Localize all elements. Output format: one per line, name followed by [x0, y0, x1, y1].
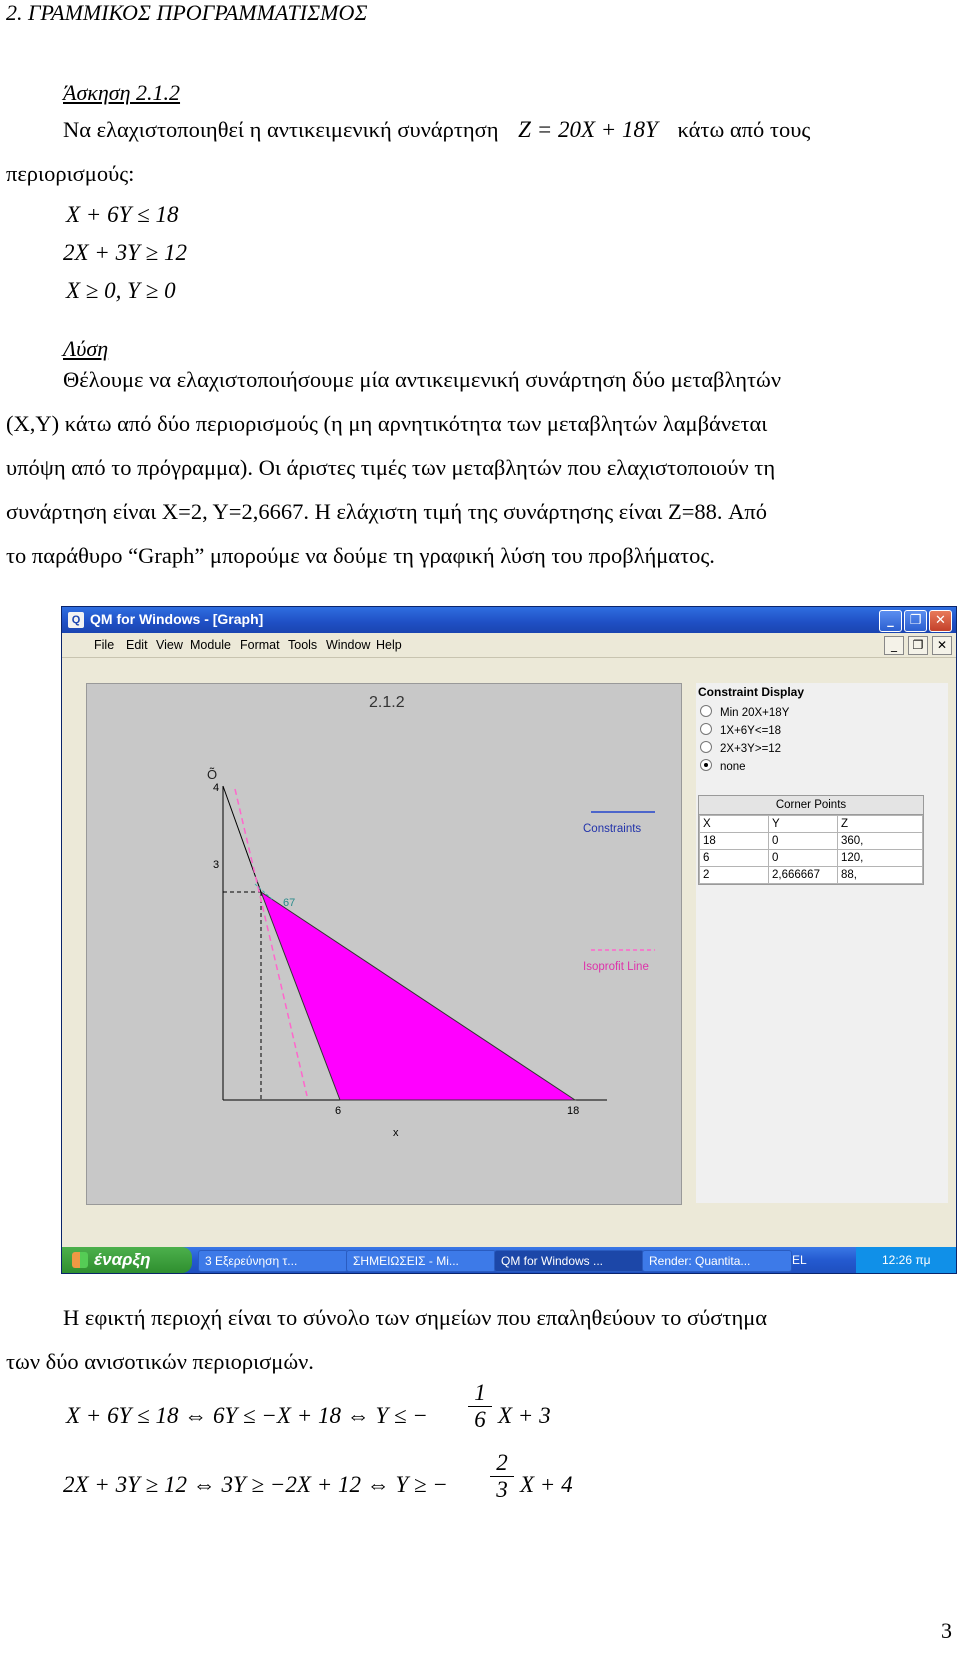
constraint-3: X ≥ 0, Y ≥ 0	[66, 278, 176, 303]
menu-format[interactable]: Format	[240, 638, 280, 652]
after-line-1: Η εφικτή περιοχή είναι το σύνολο των σημείων που επαληθεύουν το σύστημα	[63, 1305, 768, 1330]
radio-objective[interactable]	[700, 705, 789, 719]
graph-panel	[86, 683, 682, 1205]
header-y: Y	[769, 816, 838, 833]
solution-line-3: υπόψη από το πρόγραμμα). Οι άριστες τιμές των μεταβλητών που ελαχιστοποιούν τη	[6, 455, 776, 480]
menu-tools[interactable]: Tools	[288, 638, 318, 652]
graph-title: 2.1.2	[369, 694, 405, 711]
radio-constraint-1[interactable]	[700, 723, 781, 737]
menu-view[interactable]: View	[156, 638, 183, 652]
table-row	[700, 867, 923, 884]
equation-2-fraction	[490, 1450, 514, 1503]
y-axis-label: Õ	[207, 767, 218, 782]
feasible-region	[261, 892, 575, 1100]
system-tray	[856, 1247, 956, 1273]
constraint-2: 2X + 3Y ≥ 12	[63, 240, 187, 265]
menu-file[interactable]: File	[94, 638, 115, 652]
solution-line-1: Θέλουμε να ελαχιστοποιήσουμε μία αντικειμενική συνάρτηση δύο μεταβλητών	[63, 367, 782, 392]
radio-icon	[700, 741, 712, 753]
header-z: Z	[838, 816, 923, 833]
eq1-denominator: 6	[468, 1406, 492, 1433]
corner-points-table	[698, 795, 924, 885]
radio-constraint-2[interactable]	[700, 741, 781, 755]
cell: 0	[769, 833, 838, 850]
task-word[interactable]: ΣΗΜΕΙΩΣΕΙΣ - Mi...	[346, 1250, 496, 1272]
task-qm[interactable]: QM for Windows ...	[494, 1250, 644, 1272]
chapter-header: 2. ΓΡΑΜΜΙΚΟΣ ΠΡΟΓΡΑΜΜΑΤΙΣΜΟΣ	[6, 0, 368, 25]
table-row	[700, 833, 923, 850]
corner-points-caption: Corner Points	[699, 796, 923, 815]
window-title: QM for Windows - [Graph]	[90, 611, 264, 627]
after-line-2: των δύο ανισοτικών περιορισμών.	[6, 1349, 314, 1374]
page-number: 3	[941, 1618, 952, 1643]
constraint-display-title: Constraint Display	[698, 685, 805, 699]
radio-selected-icon	[700, 759, 712, 771]
x-tick-18: 18	[567, 1105, 580, 1117]
solution-line-4: συνάρτηση είναι X=2, Y=2,6667. Η ελάχιστη τιμή της συνάρτησης είναι Z=88. Από	[6, 499, 767, 524]
mdi-restore-icon[interactable]: ❐	[908, 636, 928, 655]
cell: 0	[769, 850, 838, 867]
radio-icon	[700, 723, 712, 735]
equation-2-left: 2X + 3Y ≥ 12 ⇔ 3Y ≥ −2X + 12 ⇔ Y ≥ −	[63, 1472, 448, 1497]
radio-label: 2X+3Y>=12	[720, 743, 782, 755]
eq2-numerator: 2	[496, 1450, 508, 1475]
task-render[interactable]: Render: Quantita...	[642, 1250, 792, 1272]
legend-constraints: Constraints	[583, 823, 642, 835]
app-icon: Q	[68, 612, 84, 628]
y-tick-4: 4	[213, 782, 220, 794]
equation-1-left: X + 6Y ≤ 18 ⇔ 6Y ≤ −X + 18 ⇔ Y ≤ −	[66, 1403, 428, 1428]
optimum-label: 67	[283, 897, 296, 909]
y-tick-3: 3	[213, 859, 220, 871]
qm-window-screenshot	[61, 606, 957, 1274]
windows-logo-icon	[72, 1252, 88, 1268]
lp-graph	[87, 684, 681, 1204]
intro-after: κάτω από τους	[677, 117, 811, 142]
header-x: X	[700, 816, 769, 833]
solution-line-5: το παράθυρο “Graph” μπορούμε να δούμε τη γραφική λύση του προβλήματος.	[6, 543, 715, 568]
start-button[interactable]	[62, 1247, 192, 1273]
radio-label: 1X+6Y<=18	[720, 725, 782, 737]
language-indicator[interactable]: EL	[792, 1253, 807, 1267]
intro-line-2: περιορισμούς:	[6, 161, 135, 186]
objective-function: Z = 20X + 18Y	[518, 117, 658, 142]
solution-line-2: (X,Y) κάτω από δύο περιορισμούς (η μη αρνητικότητα των μεταβλητών λαμβάνεται	[6, 411, 768, 436]
start-label: έναρξη	[94, 1250, 151, 1269]
x-tick-6: 6	[335, 1105, 342, 1117]
radio-none[interactable]	[700, 759, 746, 773]
x-axis-label: x	[393, 1127, 399, 1139]
minimize-icon[interactable]: _	[879, 610, 902, 632]
menu-module[interactable]: Module	[190, 638, 231, 652]
cell: 6	[700, 850, 769, 867]
mdi-minimize-icon[interactable]: _	[884, 636, 904, 655]
menu-help[interactable]: Help	[376, 638, 402, 652]
task-explorer[interactable]: 3 Εξερεύνηση τ...	[198, 1250, 348, 1272]
exercise-title: Άσκηση 2.1.2	[63, 80, 181, 105]
cell: 18	[700, 833, 769, 850]
side-panel	[696, 683, 948, 1203]
clock[interactable]: 12:26 πμ	[882, 1253, 931, 1267]
radio-label: none	[720, 761, 746, 773]
table-header-row	[700, 816, 923, 833]
radio-icon	[700, 705, 712, 717]
equation-1-fraction	[468, 1380, 492, 1433]
table-row	[700, 850, 923, 867]
mdi-close-icon[interactable]: ✕	[932, 636, 952, 655]
equation-2-right: X + 4	[520, 1472, 573, 1497]
eq1-numerator: 1	[474, 1380, 486, 1405]
maximize-icon[interactable]: ❐	[904, 610, 927, 632]
equation-1-right: X + 3	[498, 1403, 551, 1428]
cell: 2,666667	[769, 867, 838, 884]
intro-before: Να ελαχιστοποιηθεί η αντικειμενική συνάρτηση	[63, 117, 499, 142]
menu-bar	[62, 633, 956, 658]
cell: 120,	[838, 850, 923, 867]
intro-line-1	[63, 108, 810, 152]
cell: 360,	[838, 833, 923, 850]
legend-isoprofit: Isoprofit Line	[583, 961, 649, 973]
close-icon[interactable]: ✕	[929, 610, 952, 632]
cell: 2	[700, 867, 769, 884]
constraint-line-2x3y	[223, 786, 261, 892]
menu-window[interactable]: Window	[326, 638, 371, 652]
taskbar	[62, 1247, 956, 1273]
eq2-denominator: 3	[490, 1476, 514, 1503]
window-titlebar	[62, 607, 956, 633]
cell: 88,	[838, 867, 923, 884]
menu-edit[interactable]: Edit	[126, 638, 148, 652]
constraint-1: X + 6Y ≤ 18	[66, 202, 179, 227]
solution-title: Λύση	[63, 336, 109, 361]
radio-label: Min 20X+18Y	[720, 707, 790, 719]
